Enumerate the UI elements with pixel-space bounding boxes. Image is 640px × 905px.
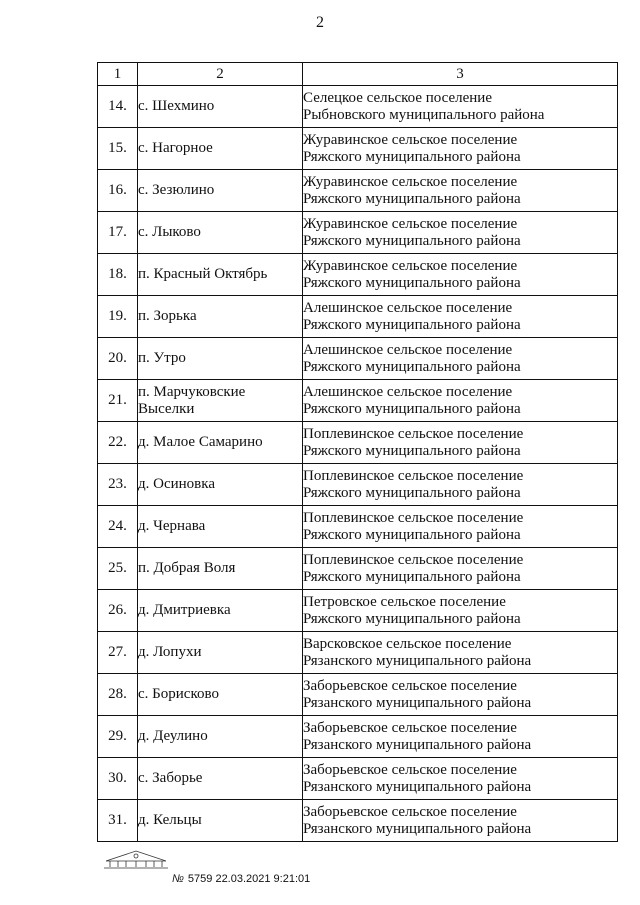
municipality-settlement: Алешинское сельское поселение: [303, 299, 513, 316]
municipality-settlement: Журавинское сельское поселение: [303, 173, 518, 190]
municipality-district: Ряжского муниципального района: [303, 526, 521, 543]
table-row: [98, 716, 618, 758]
column-header-1: 1: [98, 63, 138, 86]
table-row: [98, 86, 618, 128]
settlement-name: д. Малое Самарино: [138, 422, 303, 464]
settlement-name: д. Кельцы: [138, 800, 303, 842]
municipality-district: Рязанского муниципального района: [303, 778, 532, 795]
municipality-cell: [303, 422, 618, 464]
table-row: [98, 464, 618, 506]
settlement-name: п. Утро: [138, 338, 303, 380]
municipality-cell: [303, 758, 618, 800]
row-number: 14.: [98, 86, 138, 128]
municipality-district: Ряжского муниципального района: [303, 190, 521, 207]
settlement-name: д. Дмитриевка: [138, 590, 303, 632]
row-number: 28.: [98, 674, 138, 716]
table-row: [98, 758, 618, 800]
row-number: 15.: [98, 128, 138, 170]
settlement-name: п. Марчуковские Выселки: [138, 380, 303, 422]
table-row: [98, 380, 618, 422]
table-row: [98, 800, 618, 842]
municipality-district: Ряжского муниципального района: [303, 232, 521, 249]
municipality-settlement: Заборьевское сельское поселение: [303, 719, 517, 736]
municipality-cell: [303, 86, 618, 128]
municipality-settlement: Заборьевское сельское поселение: [303, 803, 517, 820]
municipality-district: Ряжского муниципального района: [303, 610, 521, 627]
settlement-name: с. Шехмино: [138, 86, 303, 128]
settlement-name: с. Лыково: [138, 212, 303, 254]
row-number: 19.: [98, 296, 138, 338]
row-number: 17.: [98, 212, 138, 254]
registration-footer: [100, 847, 320, 887]
municipality-district: Ряжского муниципального района: [303, 484, 521, 501]
settlement-name: д. Лопухи: [138, 632, 303, 674]
municipality-settlement: Заборьевское сельское поселение: [303, 761, 517, 778]
municipality-settlement: Журавинское сельское поселение: [303, 257, 518, 274]
row-number: 27.: [98, 632, 138, 674]
municipality-cell: [303, 380, 618, 422]
row-number: 31.: [98, 800, 138, 842]
municipality-district: Ряжского муниципального района: [303, 442, 521, 459]
settlement-name: с. Борисково: [138, 674, 303, 716]
row-number: 26.: [98, 590, 138, 632]
municipality-district: Рязанского муниципального района: [303, 652, 532, 669]
table-row: [98, 506, 618, 548]
table-row: [98, 170, 618, 212]
municipality-settlement: Журавинское сельское поселение: [303, 215, 518, 232]
table-row: [98, 338, 618, 380]
settlement-name: п. Красный Октябрь: [138, 254, 303, 296]
municipality-settlement: Селецкое сельское поселение: [303, 89, 492, 106]
settlement-name: с. Заборье: [138, 758, 303, 800]
settlement-name: с. Зезюлино: [138, 170, 303, 212]
settlement-name: д. Чернава: [138, 506, 303, 548]
municipality-district: Рязанского муниципального района: [303, 820, 532, 837]
page-number: 2: [316, 14, 324, 31]
row-number: 22.: [98, 422, 138, 464]
municipality-settlement: Поплевинское сельское поселение: [303, 509, 524, 526]
municipality-district: Рыбновского муниципального района: [303, 106, 545, 123]
table-row: [98, 674, 618, 716]
municipality-settlement: Петровское сельское поселение: [303, 593, 506, 610]
row-number: 29.: [98, 716, 138, 758]
settlement-name: с. Нагорное: [138, 128, 303, 170]
table-row: [98, 632, 618, 674]
municipality-settlement: Поплевинское сельское поселение: [303, 425, 524, 442]
table-row: [98, 212, 618, 254]
government-building-stamp-icon: [100, 847, 172, 871]
row-number: 21.: [98, 380, 138, 422]
municipality-cell: [303, 338, 618, 380]
municipality-district: Рязанского муниципального района: [303, 736, 532, 753]
settlement-name: д. Деулино: [138, 716, 303, 758]
municipality-cell: [303, 464, 618, 506]
municipality-settlement: Заборьевское сельское поселение: [303, 677, 517, 694]
municipality-cell: [303, 548, 618, 590]
row-number: 30.: [98, 758, 138, 800]
row-number: 24.: [98, 506, 138, 548]
municipality-cell: [303, 170, 618, 212]
municipality-settlement: Алешинское сельское поселение: [303, 383, 513, 400]
municipality-cell: [303, 590, 618, 632]
row-number: 18.: [98, 254, 138, 296]
municipality-district: Рязанского муниципального района: [303, 694, 532, 711]
municipality-district: Ряжского муниципального района: [303, 274, 521, 291]
settlements-table: [97, 62, 618, 842]
row-number: 25.: [98, 548, 138, 590]
municipality-district: Ряжского муниципального района: [303, 316, 521, 333]
municipality-district: Ряжского муниципального района: [303, 400, 521, 417]
municipality-settlement: Поплевинское сельское поселение: [303, 467, 524, 484]
municipality-cell: [303, 128, 618, 170]
municipality-cell: [303, 506, 618, 548]
settlement-name: д. Осиновка: [138, 464, 303, 506]
row-number: 20.: [98, 338, 138, 380]
municipality-cell: [303, 296, 618, 338]
table-row: [98, 548, 618, 590]
municipality-district: Ряжского муниципального района: [303, 358, 521, 375]
municipality-settlement: Поплевинское сельское поселение: [303, 551, 524, 568]
municipality-settlement: Журавинское сельское поселение: [303, 131, 518, 148]
municipality-cell: [303, 254, 618, 296]
table-row: [98, 422, 618, 464]
registration-number-sign: №: [172, 873, 184, 885]
table-row: [98, 128, 618, 170]
settlement-name: п. Зорька: [138, 296, 303, 338]
settlement-name: п. Добрая Воля: [138, 548, 303, 590]
municipality-cell: [303, 674, 618, 716]
registration-stamp: [172, 873, 310, 885]
municipality-cell: [303, 632, 618, 674]
table-row: [98, 590, 618, 632]
municipality-settlement: Варсковское сельское поселение: [303, 635, 512, 652]
row-number: 16.: [98, 170, 138, 212]
municipality-district: Ряжского муниципального района: [303, 148, 521, 165]
registration-number: 5759 22.03.2021 9:21:01: [187, 873, 311, 885]
table-header-row: [98, 63, 618, 86]
municipality-cell: [303, 212, 618, 254]
column-header-3: 3: [303, 63, 618, 86]
municipality-cell: [303, 800, 618, 842]
municipality-district: Ряжского муниципального района: [303, 568, 521, 585]
table-row: [98, 254, 618, 296]
municipality-settlement: Алешинское сельское поселение: [303, 341, 513, 358]
column-header-2: 2: [138, 63, 303, 86]
row-number: 23.: [98, 464, 138, 506]
table-row: [98, 296, 618, 338]
municipality-cell: [303, 716, 618, 758]
